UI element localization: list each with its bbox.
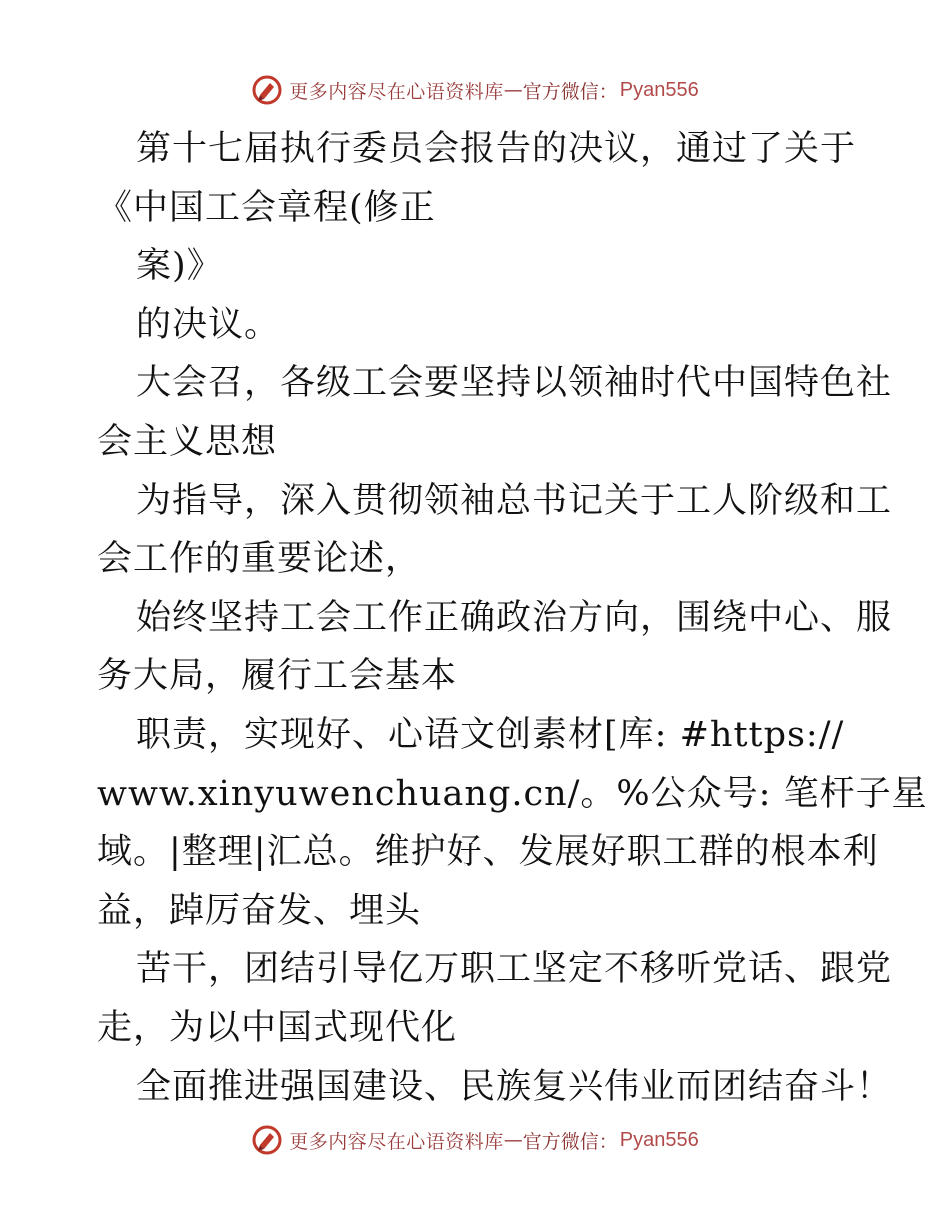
body-line: 大会召，各级工会要坚持以领袖时代中国特色社: [136, 363, 893, 403]
body-line: 案)》: [136, 246, 223, 286]
pen-logo-icon: [251, 1124, 283, 1156]
header-banner: [0, 70, 950, 110]
banner-wechat-label: 官方微信：: [522, 1130, 618, 1153]
banner-wechat-id: Pyan556: [619, 1128, 699, 1151]
body-line: 为指导，深入贯彻领袖总书记关于工人阶级和工: [136, 481, 893, 521]
body-line: 务大局，履行工会基本: [97, 656, 458, 696]
body-line: 职责，实现好、心语文创素材[库: #https://: [136, 715, 845, 755]
body-line: 第十七届执行委员会报告的决议，通过了关于: [136, 129, 857, 169]
body-line: 《中国工会章程(修正: [97, 188, 436, 228]
banner-wechat-id: Pyan556: [619, 78, 699, 101]
body-line: 全面推进强国建设、民族复兴伟业而团结奋斗！: [136, 1067, 893, 1107]
banner-separator: —: [503, 1129, 523, 1151]
body-line: 益，踔厉奋发、埋头: [97, 891, 422, 931]
banner-wechat-label: 官方微信：: [522, 80, 618, 103]
banner-separator: —: [503, 79, 523, 101]
body-line: 域。|整理|汇总。维护好、发展好职工群的根本利: [97, 832, 879, 872]
footer-banner: [0, 1120, 950, 1160]
body-line: 会工作的重要论述，: [97, 539, 422, 579]
banner-site-name: 更多内容尽在心语资料库: [289, 1130, 504, 1153]
body-line: 走，为以中国式现代化: [97, 1008, 458, 1048]
body-line: 会主义思想: [97, 422, 278, 462]
body-line: www.xinyuwenchuang.cn/。%公众号: 笔杆子星: [97, 774, 928, 814]
body-line: 苦干，团结引导亿万职工坚定不移听党话、跟党: [136, 949, 893, 989]
banner-site-name: 更多内容尽在心语资料库: [289, 80, 504, 103]
pen-logo-icon: [251, 74, 283, 106]
body-line: 始终坚持工会工作正确政治方向，围绕中心、服: [136, 598, 893, 638]
body-line: 的决议。: [136, 305, 281, 345]
